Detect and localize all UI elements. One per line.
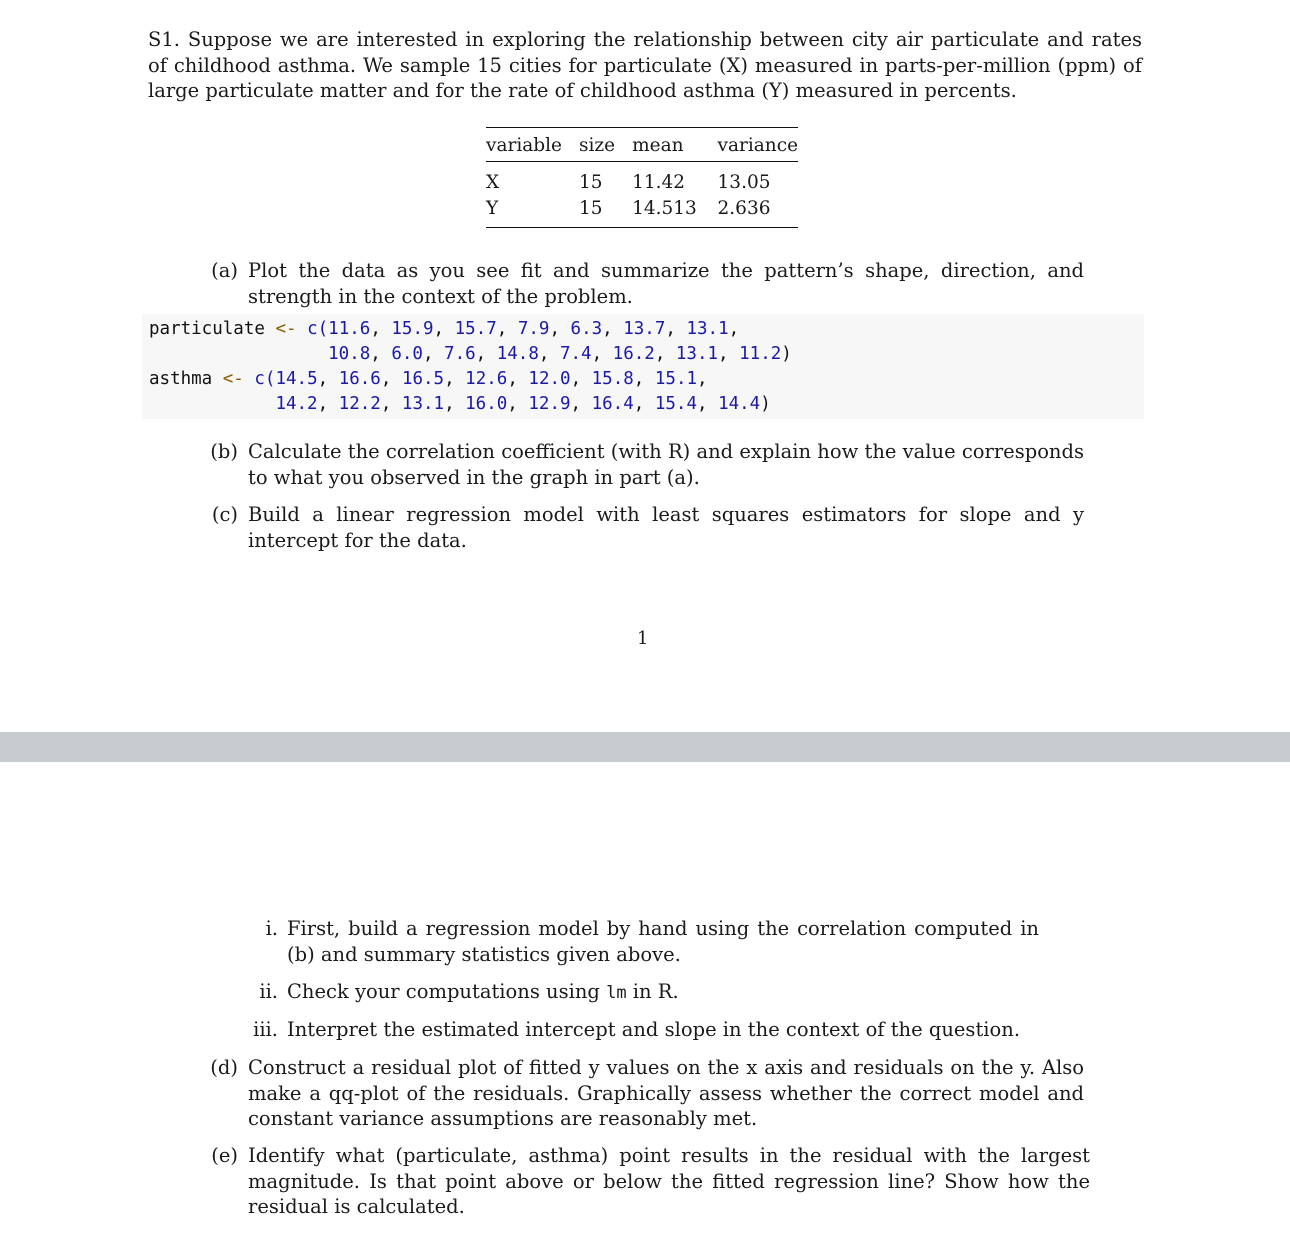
part-e-text: Identify what (particulate, asthma) point results in the residual with the largest magnitude. Is that point above or below the fitted regression line? Show how the residual is calculated. [248, 1144, 1090, 1218]
cell-size: 15 [578, 172, 603, 193]
part-c-i-label: i. [265, 917, 278, 940]
part-c-ii-label: ii. [259, 980, 278, 1003]
code-number: 16.0 [465, 394, 508, 414]
part-c-iii-text: Interpret the estimated intercept and slope in the context of the question. [287, 1018, 1021, 1041]
code-number: 13.1 [686, 319, 729, 339]
part-a-text: Plot the data as you see fit and summarize the pattern’s shape, direction, and strength in the context of the problem. [248, 259, 1084, 308]
code-number: 14.8 [496, 344, 539, 364]
summary-stats-table [486, 127, 798, 228]
code-number: 13.7 [623, 319, 666, 339]
code-number: 13.1 [401, 394, 445, 414]
code-assign-operator: <- [275, 319, 297, 339]
code-number: 16.5 [401, 369, 445, 389]
cell-variance: 2.636 [717, 198, 771, 219]
code-number: 14.2 [275, 394, 318, 414]
part-d-text: Construct a residual plot of fitted y values on the x axis and residuals on the y. Also make a qq-plot of the residuals. Graphically assess whether the correct model and constant variance assumptions are reasonably met. [248, 1056, 1084, 1130]
code-number: 14.5 [275, 369, 318, 389]
code-variable: particulate [149, 319, 265, 339]
code-number: 11.6 [328, 319, 371, 339]
col-header-variance: variance [718, 128, 799, 162]
code-number: 15.8 [591, 369, 634, 389]
code-number: 10.8 [328, 344, 371, 364]
col-header-variable: variable [486, 128, 579, 162]
code-number: 12.6 [465, 369, 508, 389]
code-number: 16.2 [612, 344, 655, 364]
code-number: 6.0 [391, 344, 423, 364]
part-c-text: Build a linear regression model with least squares estimators for slope and y intercept for the data. [248, 503, 1084, 552]
cell-variable: X [486, 172, 500, 193]
cell-mean: 14.513 [632, 198, 697, 219]
code-number: 13.1 [675, 344, 719, 364]
code-number: 15.4 [654, 394, 697, 414]
code-number: 12.0 [528, 369, 571, 389]
code-function: c( [307, 319, 329, 339]
cell-variable: Y [486, 198, 499, 219]
code-number: 16.4 [591, 394, 634, 414]
col-header-size: size [579, 128, 632, 162]
code-number: 15.7 [454, 319, 497, 339]
code-number: 7.6 [444, 344, 476, 364]
code-function: c( [254, 369, 276, 389]
part-d-label: (d) [210, 1056, 238, 1079]
table-row [486, 162, 798, 197]
cell-size: 15 [578, 198, 603, 219]
code-number: 6.3 [570, 319, 603, 339]
problem-intro: S1. Suppose we are interested in exploring the relationship between city air particulate and rates of childhood asthma. We sample 15 cities for particulate (X) measured in parts-per-million (ppm) of large particulate matter and for the rate of childhood asthma (Y) measured in percents. [148, 28, 1142, 102]
code-variable: asthma [149, 369, 213, 389]
part-c-ii-text [287, 979, 1039, 1007]
code-number: 15.1 [654, 369, 698, 389]
code-assign-operator: <- [222, 369, 244, 389]
page-separator [0, 732, 1290, 762]
part-c-iii-label: iii. [253, 1018, 278, 1041]
part-e-label: (e) [211, 1144, 238, 1167]
table-row [486, 196, 798, 228]
col-header-mean: mean [632, 128, 717, 162]
part-c-ii-text-after: in R. [632, 980, 679, 1003]
code-number: 7.9 [517, 319, 550, 339]
code-number: 14.4 [718, 394, 761, 414]
code-paren: ) [760, 394, 771, 414]
lm-code: lm [606, 983, 627, 1003]
cell-mean: 11.42 [632, 172, 686, 193]
r-code: particulate <- c(11.6, 15.9, 15.7, 7.9, 6.3, 13.7, 13.1, 10.8, 6.0, 7.6, 14.8, 7.4, 16.2, 13.1, 11.2) asthma <- c(14.5, 16.6, 16.5, 12.6, 12.0, 15.8, 15.1, 14.2, 12.2, 13.1, 16.0, 12.9, 16.4, 15.4, 14.4) [149, 319, 792, 414]
code-number: 16.6 [338, 369, 381, 389]
code-number: 11.2 [739, 344, 782, 364]
part-c-ii-text-before: Check your computations using [287, 980, 600, 1003]
part-b-label: (b) [210, 440, 238, 463]
code-number: 15.9 [391, 319, 434, 339]
code-number: 7.4 [559, 344, 592, 364]
code-number: 12.2 [338, 394, 381, 414]
page-number: 1 [637, 628, 649, 649]
part-a-label: (a) [211, 259, 238, 282]
part-b-text: Calculate the correlation coefficient (with R) and explain how the value corresponds to what you observed in the graph in part (a). [248, 440, 1084, 489]
r-code-block [142, 314, 1144, 419]
code-number: 12.9 [528, 394, 571, 414]
page-2 [0, 762, 1290, 1255]
code-paren: ) [781, 344, 792, 364]
part-c-label: (c) [211, 503, 238, 526]
cell-variance: 13.05 [717, 172, 771, 193]
part-c-i-text: First, build a regression model by hand using the correlation computed in (b) and summary statistics given above. [287, 917, 1039, 966]
